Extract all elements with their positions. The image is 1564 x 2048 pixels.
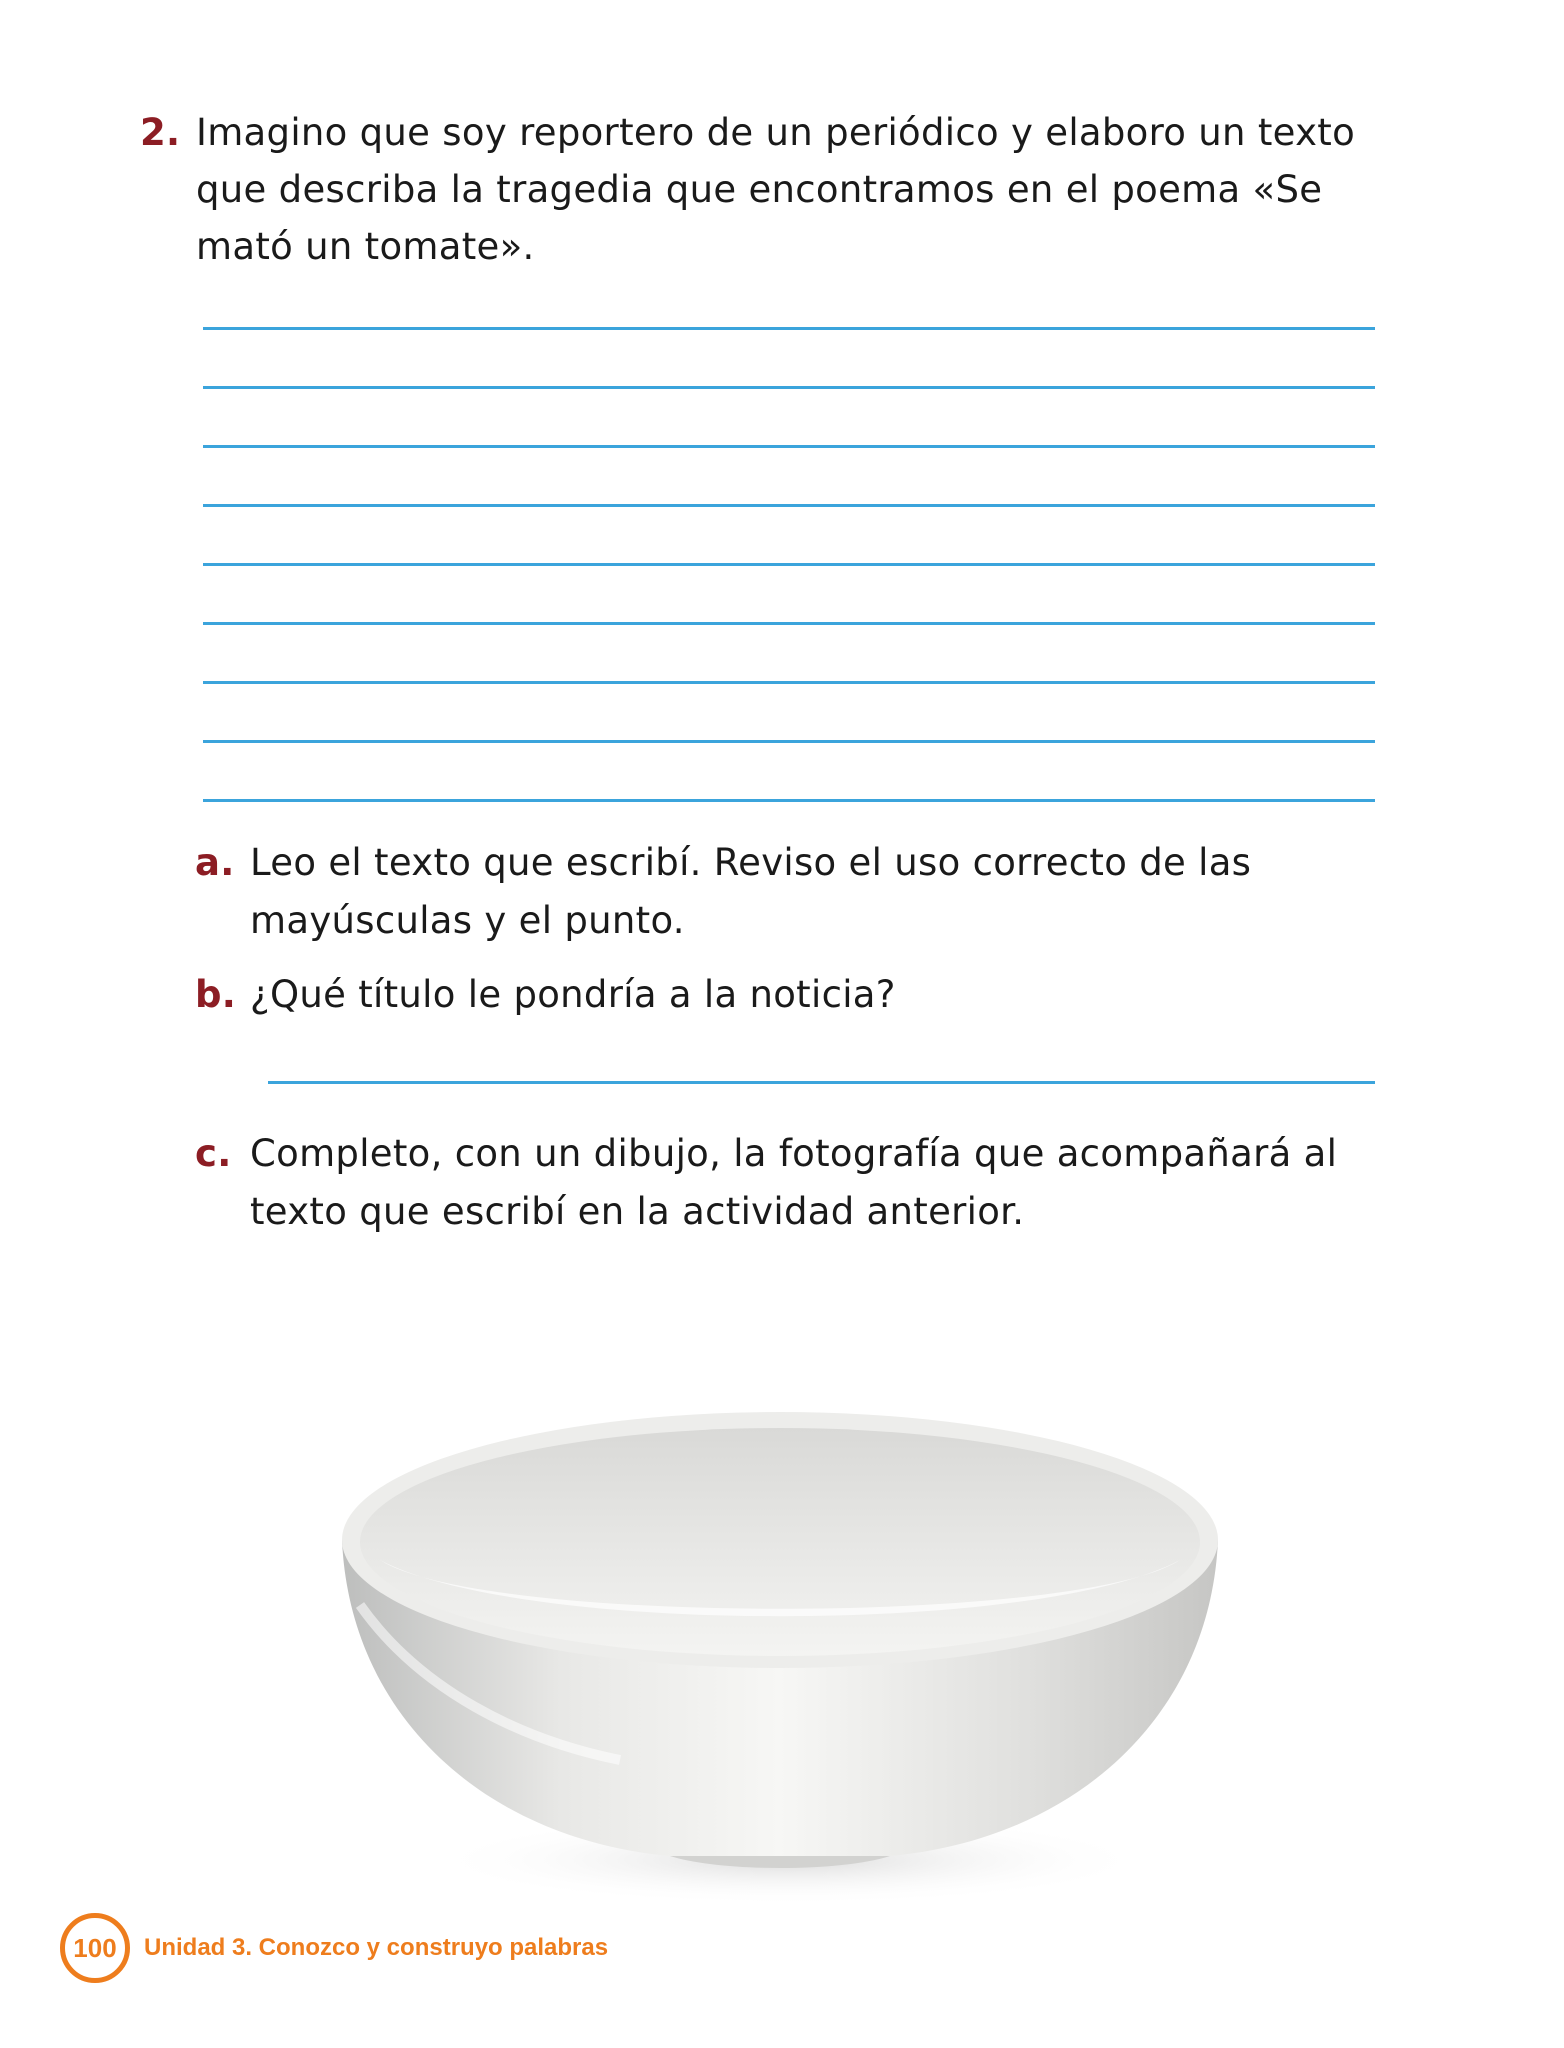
- writing-line[interactable]: [203, 327, 1375, 330]
- writing-line[interactable]: [203, 681, 1375, 684]
- subquestion-text: Leo el texto que escribí. Reviso el uso correcto de las mayúsculas y el punto.: [250, 841, 1252, 942]
- bowl-icon: [342, 1412, 1218, 1905]
- page-number: 100: [60, 1913, 130, 1983]
- subquestion-letter: a.: [195, 841, 235, 884]
- writing-line[interactable]: [203, 445, 1375, 448]
- subquestion-c: [195, 1125, 1385, 1241]
- writing-line[interactable]: [203, 386, 1375, 389]
- writing-line[interactable]: [203, 563, 1375, 566]
- writing-line[interactable]: [203, 799, 1375, 802]
- unit-label: Unidad 3. Conozco y construyo palabras: [144, 1934, 609, 1961]
- subquestion-text: ¿Qué título le pondría a la noticia?: [250, 973, 896, 1016]
- subquestion-text: Completo, con un dibujo, la fotografía que acompañará al texto que escribí en la actividad anterior.: [250, 1132, 1338, 1233]
- page-footer: [60, 1910, 608, 1986]
- writing-line[interactable]: [203, 622, 1375, 625]
- writing-line[interactable]: [203, 740, 1375, 743]
- subquestion-letter: c.: [195, 1132, 232, 1175]
- title-answer-line[interactable]: [268, 1081, 1375, 1084]
- subquestion-b: [195, 966, 1375, 1024]
- writing-line[interactable]: [203, 504, 1375, 507]
- writing-lines[interactable]: [203, 327, 1375, 858]
- question-2: [140, 104, 1390, 275]
- subquestion-a: [195, 834, 1375, 950]
- bowl-photo[interactable]: [320, 1390, 1240, 1930]
- question-number: 2.: [140, 111, 181, 154]
- subquestion-letter: b.: [195, 973, 237, 1016]
- question-text: Imagino que soy reportero de un periódico y elaboro un texto que describa la tragedia que encontramos en el poema «Se mató un tomate».: [196, 111, 1356, 268]
